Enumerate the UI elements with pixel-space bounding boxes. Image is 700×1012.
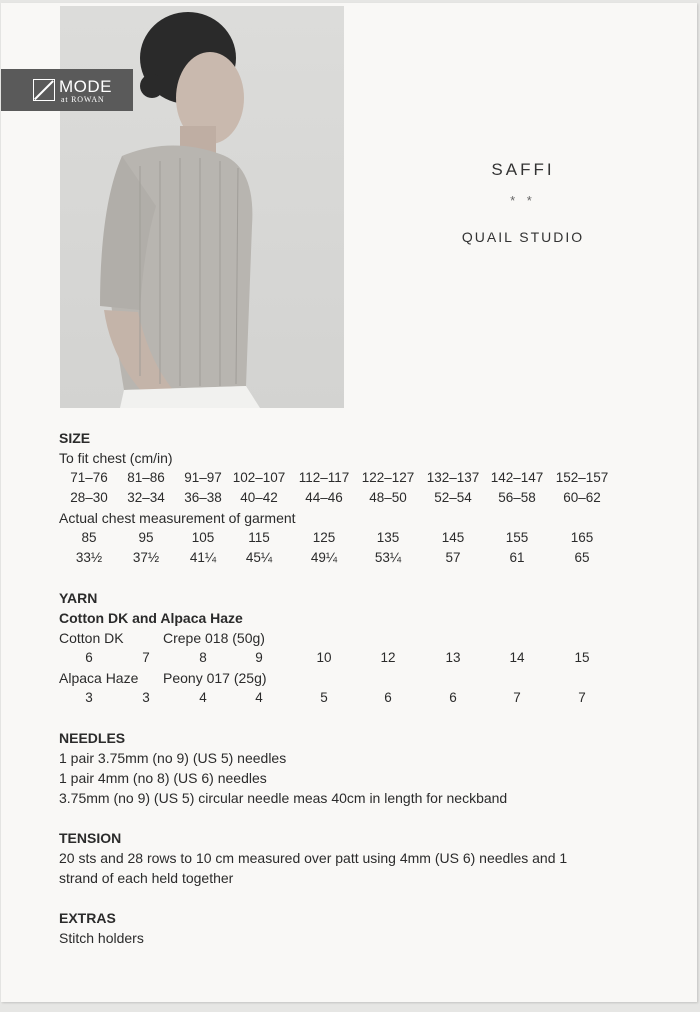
model-photo [60,6,344,408]
actual-in-cell: 45¼ [245,550,273,565]
needles-line: 1 pair 4mm (no 8) (US 6) needles [59,770,267,786]
to-fit-cm-cell: 142–147 [490,470,544,485]
actual-cm-cell: 135 [376,530,400,545]
actual-in-cell: 61 [509,550,525,565]
yarn2-shade: Peony 017 (25g) [163,670,267,686]
yarn1-qty-cell: 15 [574,650,590,665]
model-illustration [60,6,344,408]
yarn2-qty-cell: 7 [578,690,586,705]
to-fit-in-cell: 32–34 [127,490,165,505]
yarn2-qty-cell: 6 [449,690,457,705]
yarn1-shade: Crepe 018 (50g) [163,630,265,646]
actual-cm-cell: 145 [441,530,465,545]
tension-heading: TENSION [59,830,122,846]
yarn2-qty-cell: 4 [255,690,263,705]
actual-in-cell: 37½ [132,550,160,565]
brand-subline: at ROWAN [61,95,105,104]
difficulty-rating: * * [510,193,536,208]
actual-cm-cell: 165 [570,530,594,545]
to-fit-in-cell: 40–42 [240,490,278,505]
to-fit-in-cell: 48–50 [369,490,407,505]
yarn2-qty-cell: 7 [513,690,521,705]
needles-line: 1 pair 3.75mm (no 9) (US 5) needles [59,750,287,766]
actual-cm-cell: 85 [81,530,97,545]
to-fit-in-cell: 36–38 [184,490,222,505]
actual-label: Actual chest measurement of garment [59,510,296,526]
to-fit-cm-cell: 81–86 [127,470,165,485]
to-fit-label: To fit chest (cm/in) [59,450,173,466]
actual-cm-cell: 155 [505,530,529,545]
needles-line: 3.75mm (no 9) (US 5) circular needle meas 40cm in length for neckband [59,790,508,806]
tension-line: strand of each held together [59,870,234,886]
to-fit-cm-cell: 91–97 [184,470,222,485]
actual-in-cell: 65 [574,550,590,565]
yarn1-qty-cell: 9 [255,650,263,665]
to-fit-cm-cell: 132–137 [426,470,480,485]
yarn2-qty-cell: 5 [320,690,328,705]
brand-logo-icon [33,79,55,101]
yarn1-qty-cell: 13 [445,650,461,665]
actual-in-cell: 53¼ [374,550,402,565]
extras-heading: EXTRAS [59,910,116,926]
yarn-subheading: Cotton DK and Alpaca Haze [59,610,243,626]
tension-line: 20 sts and 28 rows to 10 cm measured over patt using 4mm (US 6) needles and 1 [59,850,568,866]
yarn1-name: Cotton DK [59,630,124,646]
yarn1-qty-cell: 8 [199,650,207,665]
yarn1-qty-cell: 7 [142,650,150,665]
needles-heading: NEEDLES [59,730,126,746]
brand-name: MODE [59,77,112,96]
to-fit-in-cell: 44–46 [305,490,343,505]
yarn2-qty-cell: 3 [142,690,150,705]
yarn-heading: YARN [59,590,98,606]
yarn1-qty-cell: 14 [509,650,525,665]
to-fit-in-cell: 52–54 [434,490,472,505]
actual-cm-cell: 115 [248,530,270,545]
pattern-title: SAFFI [491,160,555,179]
yarn1-qty-cell: 10 [316,650,332,665]
actual-in-cell: 49¼ [310,550,338,565]
actual-cm-cell: 95 [138,530,154,545]
to-fit-in-cell: 60–62 [563,490,601,505]
extras-line: Stitch holders [59,930,144,946]
size-heading: SIZE [59,430,91,446]
yarn2-qty-cell: 3 [85,690,93,705]
actual-cm-cell: 125 [312,530,336,545]
yarn2-name: Alpaca Haze [59,670,139,686]
actual-in-cell: 33½ [75,550,103,565]
to-fit-cm-cell: 102–107 [232,470,286,485]
designer-name: QUAIL STUDIO [461,229,585,245]
yarn1-qty-cell: 12 [380,650,396,665]
brand-badge [1,69,133,111]
to-fit-cm-cell: 122–127 [361,470,415,485]
to-fit-cm-cell: 71–76 [70,470,108,485]
yarn1-qty-cell: 6 [85,650,93,665]
to-fit-cm-cell: 152–157 [555,470,609,485]
yarn2-qty-cell: 4 [199,690,207,705]
pattern-page [1,3,697,1002]
actual-in-cell: 41¼ [189,550,217,565]
actual-in-cell: 57 [445,550,461,565]
to-fit-cm-cell: 112–117 [298,470,350,485]
yarn2-qty-cell: 6 [384,690,392,705]
to-fit-in-cell: 28–30 [70,490,108,505]
to-fit-in-cell: 56–58 [498,490,536,505]
actual-cm-cell: 105 [191,530,215,545]
